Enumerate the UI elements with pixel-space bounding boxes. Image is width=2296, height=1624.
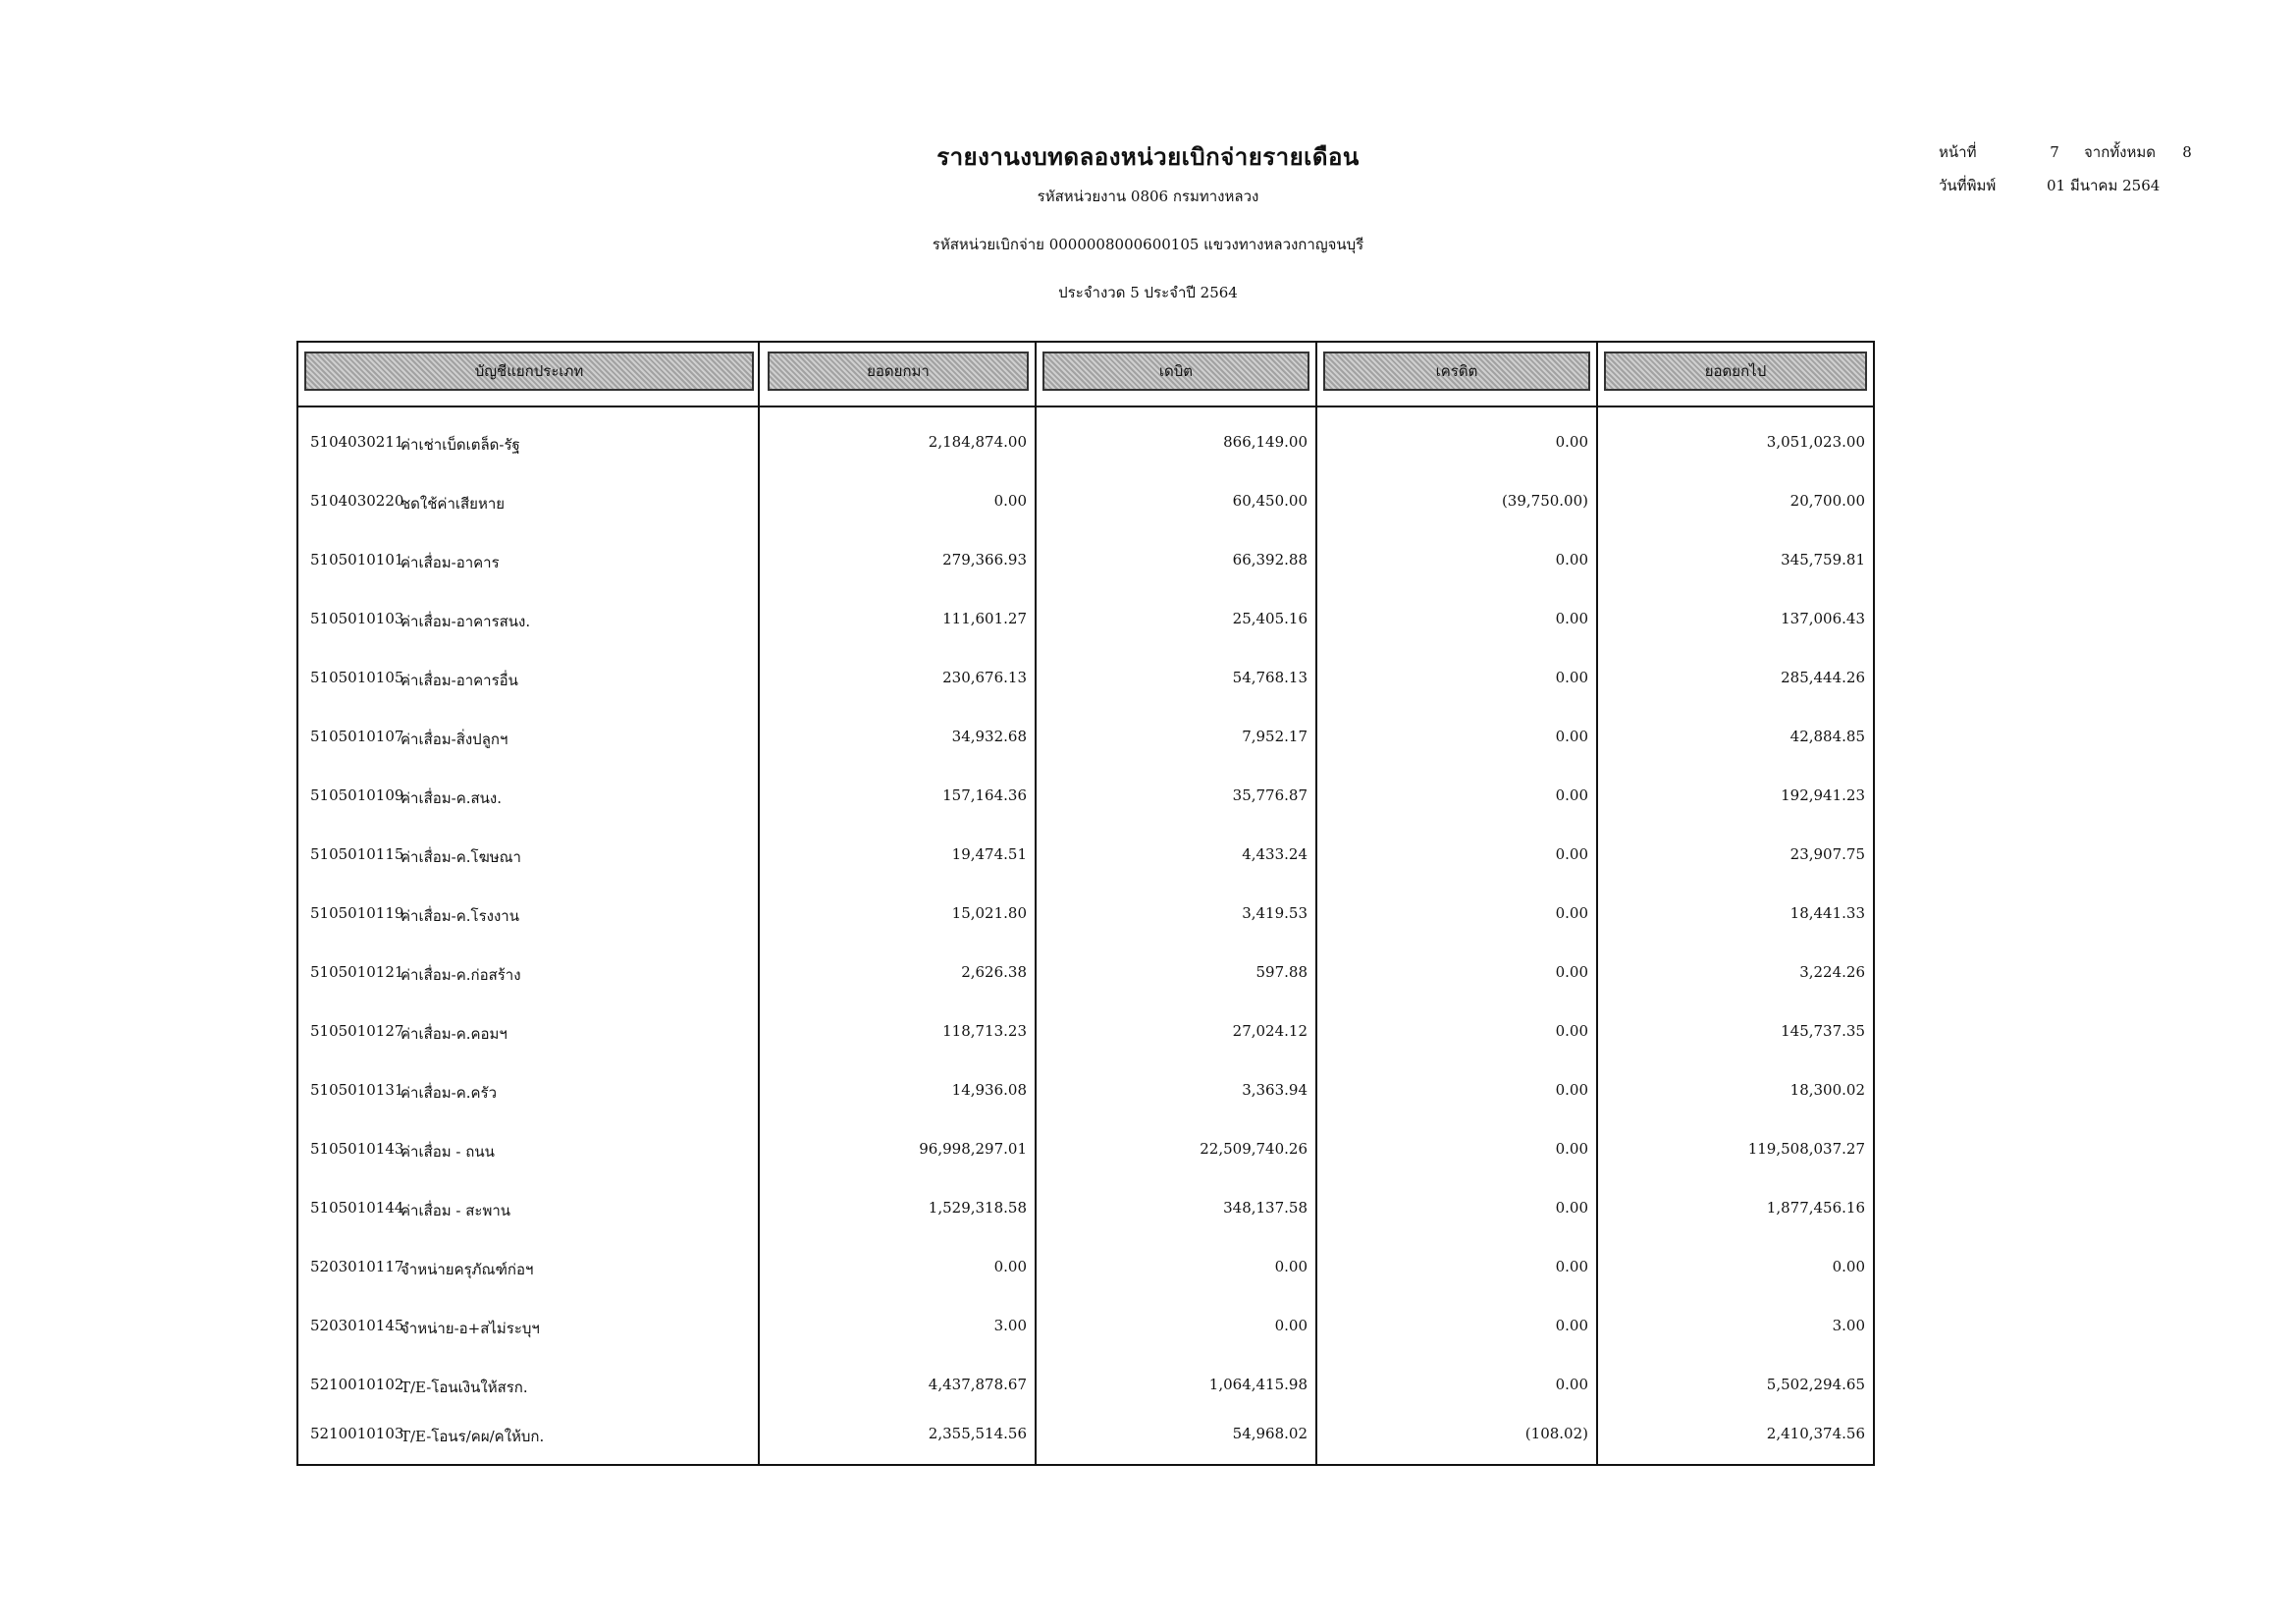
header-account: บัญชีแยกประเภท: [304, 352, 754, 391]
credit-value: 0.00: [1555, 669, 1588, 686]
period-line: ประจำงวด 5 ประจำปี 2564: [1058, 284, 1238, 301]
account-name: T/E-โอนเงินให้สรก.: [400, 1379, 528, 1396]
account-code: 5105010109: [310, 786, 404, 804]
account-code: 5105010105: [310, 669, 404, 686]
account-name: ค่าเสื่อม - ถนน: [400, 1143, 495, 1161]
account-name: ค่าเสื่อม-สิ่งปลูกฯ: [400, 731, 508, 748]
account-name: ค่าเสื่อม-ค.สนง.: [400, 789, 503, 807]
total-pages-label: จากทั้งหมด: [2084, 143, 2157, 161]
account-name: ค่าเสื่อม-ค.ครัว: [400, 1084, 498, 1102]
account-code: 5104030211: [310, 433, 404, 451]
debit-value: 66,392.88: [1232, 551, 1308, 568]
brought-forward-value: 0.00: [993, 1258, 1027, 1275]
carried-forward-value: 3,051,023.00: [1766, 433, 1865, 451]
account-name: ค่าเสื่อม-ค.โรงงาน: [400, 907, 519, 925]
carried-forward-value: 145,737.35: [1781, 1022, 1865, 1040]
debit-value: 27,024.12: [1232, 1022, 1308, 1040]
header-brought-forward: ยอดยกมา: [768, 352, 1029, 391]
carried-forward-value: 192,941.23: [1781, 786, 1865, 804]
debit-value: 54,768.13: [1232, 669, 1308, 686]
table-row: [298, 1002, 1873, 1061]
brought-forward-value: 111,601.27: [942, 610, 1027, 627]
page-meta: [1939, 135, 2202, 202]
debit-value: 597.88: [1255, 963, 1308, 981]
table-row: [298, 1120, 1873, 1179]
agency-line: รหัสหน่วยงาน 0806 กรมทางหลวง: [1037, 188, 1259, 205]
brought-forward-value: 19,474.51: [951, 845, 1027, 863]
account-code: 5105010144: [310, 1199, 404, 1217]
carried-forward-value: 2,410,374.56: [1766, 1425, 1865, 1442]
account-name: ค่าเสื่อม-อาคารอื่น: [400, 672, 518, 689]
credit-value: 0.00: [1555, 904, 1588, 922]
account-code: 5203010117: [310, 1258, 404, 1275]
print-date-label: วันที่พิมพ์: [1939, 177, 1997, 194]
account-code: 5105010127: [310, 1022, 404, 1040]
credit-value: 0.00: [1555, 1140, 1588, 1158]
header-credit: เครดิต: [1323, 352, 1590, 391]
credit-value: 0.00: [1555, 1081, 1588, 1099]
account-code: 5210010102: [310, 1376, 404, 1393]
table-row: [298, 708, 1873, 767]
account-code: 5105010103: [310, 610, 404, 627]
debit-value: 0.00: [1274, 1317, 1308, 1334]
credit-value: 0.00: [1555, 845, 1588, 863]
table-row: [298, 885, 1873, 944]
credit-value: 0.00: [1555, 963, 1588, 981]
carried-forward-value: 18,300.02: [1789, 1081, 1865, 1099]
account-code: 5105010101: [310, 551, 404, 568]
brought-forward-value: 4,437,878.67: [928, 1376, 1027, 1393]
account-code: 5105010119: [310, 904, 404, 922]
account-name: ค่าเสื่อม-ค.ก่อสร้าง: [400, 966, 521, 984]
account-name: ค่าเช่าเบ็ดเตล็ด-รัฐ: [400, 436, 520, 454]
account-code: 5105010107: [310, 728, 404, 745]
report-title: รายงานงบทดลองหน่วยเบิกจ่ายรายเดือน: [936, 142, 1360, 171]
debit-value: 4,433.24: [1242, 845, 1308, 863]
carried-forward-value: 23,907.75: [1789, 845, 1865, 863]
debit-value: 1,064,415.98: [1208, 1376, 1308, 1393]
page-info-row: [1939, 135, 2202, 169]
trial-balance-table: [296, 341, 1875, 1466]
table-row: [298, 649, 1873, 708]
table-row: [298, 590, 1873, 649]
account-name: ชดใช้ค่าเสียหาย: [400, 495, 506, 513]
account-code: 5105010121: [310, 963, 404, 981]
credit-value: 0.00: [1555, 1376, 1588, 1393]
table-row: [298, 1179, 1873, 1238]
account-name: ค่าเสื่อม-ค.คอมฯ: [400, 1025, 507, 1043]
table-row: [298, 531, 1873, 590]
table-row: [298, 1297, 1873, 1356]
account-code: 5210010103: [310, 1425, 404, 1442]
header-debit: เดบิต: [1042, 352, 1309, 391]
brought-forward-value: 118,713.23: [942, 1022, 1027, 1040]
table-row: [298, 1238, 1873, 1297]
account-name: จำหน่าย-อ+สไม่ระบุฯ: [400, 1320, 540, 1337]
credit-value: (39,750.00): [1501, 492, 1588, 510]
carried-forward-value: 285,444.26: [1781, 669, 1865, 686]
brought-forward-value: 34,932.68: [951, 728, 1027, 745]
credit-value: 0.00: [1555, 1258, 1588, 1275]
page-label: หน้าที่: [1939, 143, 1977, 161]
carried-forward-value: 5,502,294.65: [1766, 1376, 1865, 1393]
brought-forward-value: 2,626.38: [961, 963, 1027, 981]
header-carried-forward: ยอดยกไป: [1604, 352, 1867, 391]
credit-value: 0.00: [1555, 551, 1588, 568]
debit-value: 54,968.02: [1232, 1425, 1308, 1442]
debit-value: 0.00: [1274, 1258, 1308, 1275]
table-row: [298, 472, 1873, 531]
debit-value: 22,509,740.26: [1200, 1140, 1308, 1158]
debit-value: 348,137.58: [1223, 1199, 1308, 1217]
credit-value: 0.00: [1555, 1317, 1588, 1334]
account-name: ค่าเสื่อม-ค.โฆษณา: [400, 848, 521, 866]
credit-value: 0.00: [1555, 786, 1588, 804]
brought-forward-value: 279,366.93: [942, 551, 1027, 568]
account-code: 5105010115: [310, 845, 404, 863]
print-date: 01 มีนาคม 2564: [2047, 177, 2161, 194]
account-name: ค่าเสื่อม-อาคาร: [400, 554, 500, 571]
debit-value: 7,952.17: [1242, 728, 1308, 745]
carried-forward-value: 137,006.43: [1781, 610, 1865, 627]
credit-value: 0.00: [1555, 433, 1588, 451]
carried-forward-value: 20,700.00: [1789, 492, 1865, 510]
account-name: ค่าเสื่อม-อาคารสนง.: [400, 613, 531, 630]
carried-forward-value: 18,441.33: [1789, 904, 1865, 922]
account-name: ค่าเสื่อม - สะพาน: [400, 1202, 511, 1219]
debit-value: 866,149.00: [1223, 433, 1308, 451]
table-row: [298, 1061, 1873, 1120]
debit-value: 25,405.16: [1232, 610, 1308, 627]
disbursement-unit-line: รหัสหน่วยเบิกจ่าย 0000008000600105 แขวงทางหลวงกาญจนบุรี: [932, 236, 1364, 253]
brought-forward-value: 2,184,874.00: [928, 433, 1027, 451]
brought-forward-value: 230,676.13: [942, 669, 1027, 686]
carried-forward-value: 3,224.26: [1799, 963, 1865, 981]
table-header: [298, 343, 1873, 407]
brought-forward-value: 157,164.36: [942, 786, 1027, 804]
debit-value: 3,419.53: [1242, 904, 1308, 922]
credit-value: 0.00: [1555, 1022, 1588, 1040]
account-code: 5105010143: [310, 1140, 404, 1158]
brought-forward-value: 3.00: [993, 1317, 1027, 1334]
brought-forward-value: 0.00: [993, 492, 1027, 510]
credit-value: (108.02): [1524, 1425, 1588, 1442]
debit-value: 35,776.87: [1232, 786, 1308, 804]
account-name: T/E-โอนร/คผ/คให้บก.: [400, 1428, 545, 1445]
total-pages: 8: [2182, 143, 2192, 161]
credit-value: 0.00: [1555, 728, 1588, 745]
carried-forward-value: 1,877,456.16: [1766, 1199, 1865, 1217]
debit-value: 60,450.00: [1232, 492, 1308, 510]
carried-forward-value: 42,884.85: [1789, 728, 1865, 745]
brought-forward-value: 1,529,318.58: [928, 1199, 1027, 1217]
carried-forward-value: 3.00: [1832, 1317, 1865, 1334]
table-row: [298, 826, 1873, 885]
account-name: จำหน่ายครุภัณฑ์ก่อฯ: [400, 1261, 534, 1278]
table-row: [298, 944, 1873, 1002]
account-code: 5105010131: [310, 1081, 404, 1099]
carried-forward-value: 119,508,037.27: [1747, 1140, 1865, 1158]
carried-forward-value: 0.00: [1832, 1258, 1865, 1275]
page-number: 7: [2050, 143, 2059, 161]
credit-value: 0.00: [1555, 1199, 1588, 1217]
table-row: [298, 413, 1873, 472]
credit-value: 0.00: [1555, 610, 1588, 627]
debit-value: 3,363.94: [1242, 1081, 1308, 1099]
brought-forward-value: 96,998,297.01: [919, 1140, 1027, 1158]
table-row: [298, 767, 1873, 826]
table-row: [298, 1405, 1873, 1464]
brought-forward-value: 15,021.80: [951, 904, 1027, 922]
brought-forward-value: 14,936.08: [951, 1081, 1027, 1099]
brought-forward-value: 2,355,514.56: [928, 1425, 1027, 1442]
account-code: 5104030220: [310, 492, 404, 510]
account-code: 5203010145: [310, 1317, 404, 1334]
carried-forward-value: 345,759.81: [1781, 551, 1865, 568]
print-date-row: [1939, 169, 2202, 202]
